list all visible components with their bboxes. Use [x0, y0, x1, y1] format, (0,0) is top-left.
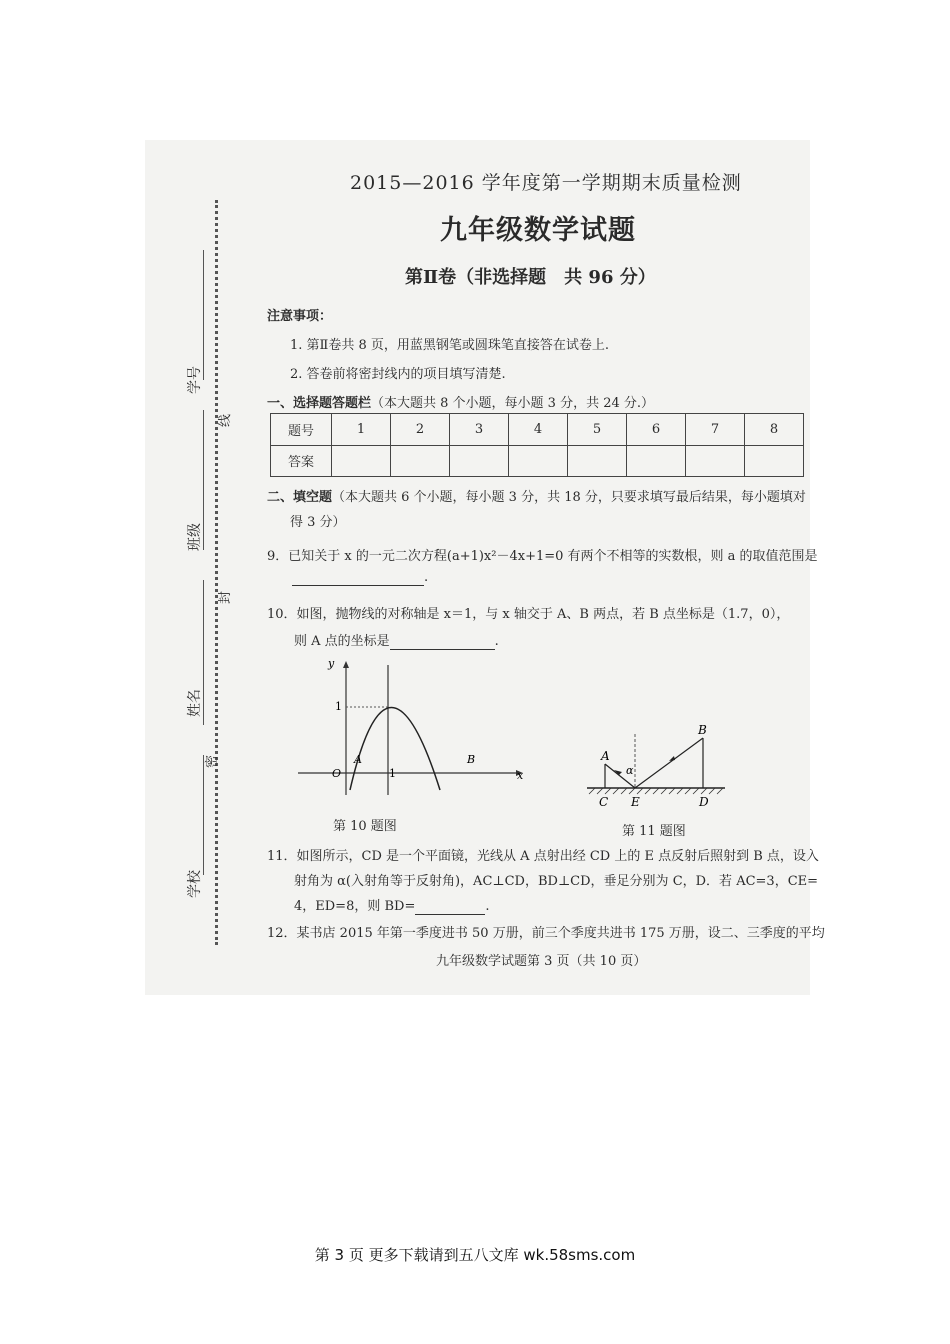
field-label-school: 学校: [187, 870, 203, 898]
answer-cell[interactable]: [745, 445, 804, 477]
mirror-hatching: [589, 788, 723, 794]
question-number-cell: 8: [745, 414, 804, 446]
seal-mark-line: 线: [218, 413, 234, 428]
figure-10-caption: 第 10 题图: [333, 819, 397, 834]
answer-cell[interactable]: [391, 445, 450, 477]
question-number-cell: 3: [450, 414, 509, 446]
question-number-cell: 1: [332, 414, 391, 446]
field-label-class: 班级: [187, 523, 203, 551]
fig10-origin-label: O: [332, 767, 342, 780]
fig11-d-label: D: [699, 795, 709, 809]
answer-table: [270, 413, 804, 477]
field-label-student-id: 学号: [187, 366, 203, 394]
question-number-cell: 7: [686, 414, 745, 446]
q10-prompt: 则 A 点的坐标是: [294, 634, 390, 649]
figure-11-mirror: [585, 720, 730, 815]
q11-text-line3: [294, 895, 490, 915]
reflected-arrow: [669, 756, 675, 761]
answer-table-number-row: [271, 414, 804, 446]
answer-cell[interactable]: [686, 445, 745, 477]
q11-end: .: [485, 899, 490, 914]
notes-heading: 注意事项：: [267, 309, 333, 324]
q11-prompt: 4，ED=8，则 BD=: [294, 899, 416, 914]
exam-period: 2015—2016 学年度第一学期期末质量检测: [350, 172, 742, 194]
q10-answer-blank[interactable]: [390, 634, 495, 650]
section1-heading: [267, 392, 654, 411]
ray-eb: [635, 738, 703, 788]
q10-text-line2: [294, 630, 499, 650]
section1-desc: （本大题共 8 个小题，每小题 3 分，共 24 分.）: [371, 396, 655, 411]
answer-cell[interactable]: [568, 445, 627, 477]
row-label-number: 题号: [271, 414, 332, 446]
q11-answer-blank[interactable]: [415, 899, 485, 915]
fig10-one-x-label: 1: [389, 767, 396, 780]
seal-dotted-line: [215, 200, 218, 945]
fig11-c-label: C: [599, 795, 609, 809]
fig10-one-y-label: 1: [335, 700, 342, 713]
question-number-cell: 5: [568, 414, 627, 446]
notes-item-2: 2. 答卷前将密封线内的项目填写清楚.: [290, 367, 506, 382]
exam-title: 九年级数学试题: [440, 215, 636, 246]
q9-answer-line: [292, 570, 428, 586]
row-label-answer: 答案: [271, 445, 332, 477]
fig10-b-label: B: [467, 753, 476, 766]
q10-text-line1: 10．如图，抛物线的对称轴是 x＝1，与 x 轴交于 A、B 两点，若 B 点坐标是（1.7，0），: [267, 607, 790, 622]
y-axis-arrow: [343, 661, 349, 668]
section-title: 第Ⅱ卷（非选择题 共 96 分）: [405, 267, 656, 288]
seal-mark-secret: 密: [205, 754, 221, 769]
question-number-cell: 2: [391, 414, 450, 446]
section2-heading: [267, 486, 806, 505]
fig10-a-label: A: [354, 753, 362, 766]
answer-cell[interactable]: [627, 445, 686, 477]
download-footer: 第 3 页 更多下载请到五八文库 wk.58sms.com: [314, 1246, 636, 1264]
fig11-e-label: E: [631, 795, 640, 809]
q9-end: .: [424, 570, 429, 585]
page-footer: 九年级数学试题第 3 页（共 10 页）: [436, 954, 647, 969]
section2-desc-line1: （本大题共 6 个小题，每小题 3 分，共 18 分，只要求填写最后结果，每小题填对: [332, 490, 806, 505]
notes-item-1: 1. 第Ⅱ卷共 8 页，用蓝黑钢笔或圆珠笔直接答在试卷上.: [290, 338, 610, 353]
question-number-cell: 6: [627, 414, 686, 446]
figure-11-caption: 第 11 题图: [622, 824, 686, 839]
q10-end: .: [494, 634, 499, 649]
q12-text-line1: 12．某书店 2015 年第一季度进书 50 万册，前三个季度共进书 175 万册，设二、三季度的平均: [267, 926, 825, 941]
seal-mark-seal: 封: [218, 590, 234, 605]
q9-text: 9．已知关于 x 的一元二次方程(a+1)x²－4x+1=0 有两个不相等的实数根，则 a 的取值范围是: [267, 549, 818, 564]
fig11-b-label: B: [698, 723, 707, 737]
section2-title: 二、填空题: [267, 490, 333, 505]
q9-answer-blank[interactable]: [292, 570, 424, 586]
q11-text-line1: 11．如图所示，CD 是一个平面镜，光线从 A 点射出经 CD 上的 E 点反射后照射到 B 点，设入: [267, 849, 819, 864]
answer-table-answer-row: [271, 445, 804, 477]
section1-title: 一、选择题答题栏: [267, 396, 372, 411]
answer-cell[interactable]: [332, 445, 391, 477]
field-line-school: [203, 755, 204, 875]
question-number-cell: 4: [509, 414, 568, 446]
fig11-a-label: A: [601, 749, 610, 763]
answer-cell[interactable]: [450, 445, 509, 477]
answer-cell[interactable]: [509, 445, 568, 477]
fig10-x-label: x: [517, 769, 524, 782]
field-label-name: 姓名: [187, 689, 203, 717]
figure-10-graph: [290, 655, 535, 800]
fig11-alpha-label: α: [626, 764, 634, 777]
q11-text-line2: 射角为 α(入射角等于反射角)，AC⊥CD，BD⊥CD，垂足分别为 C，D．若 AC=3，CE=: [294, 874, 819, 889]
section2-desc-line2: 得 3 分）: [290, 515, 346, 530]
field-line-student-id: [203, 250, 204, 380]
fig10-y-label: y: [328, 657, 335, 670]
